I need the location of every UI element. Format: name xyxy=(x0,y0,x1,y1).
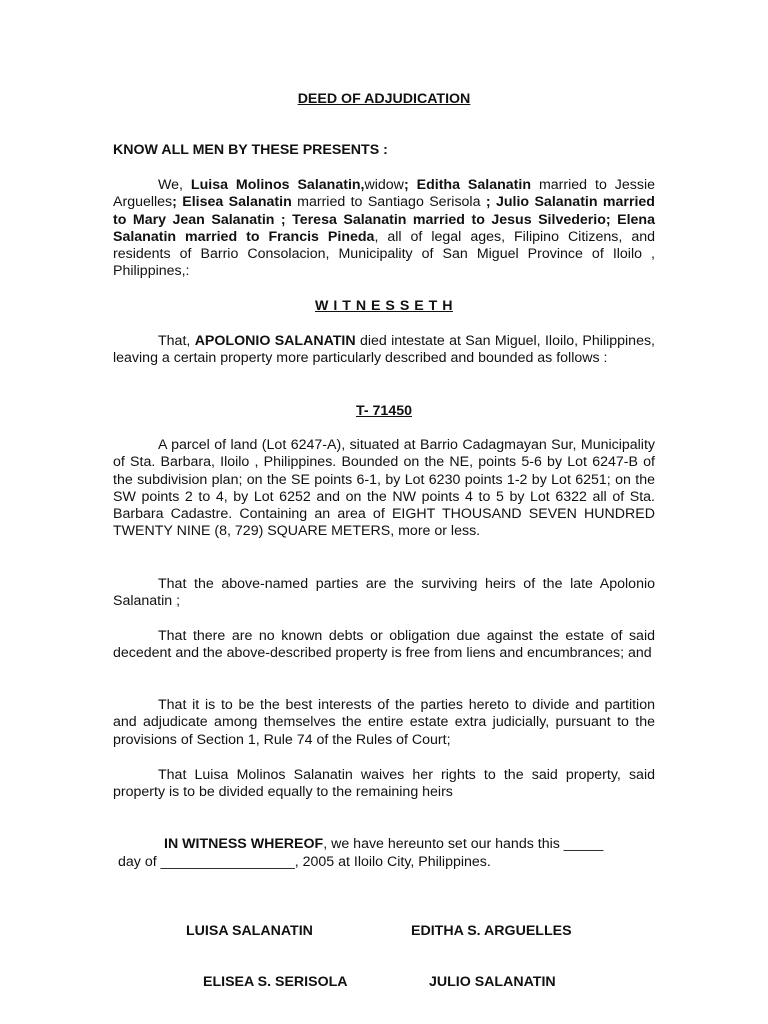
witness-whereof: IN WITNESS WHEREOF xyxy=(164,836,324,852)
party-editha: Editha Salanatin xyxy=(416,177,532,193)
parties-tail: , all of legal ages, Filipino Citizens, and residents of Barrio Consolacion, Municipality of San Miguel Province of Iloilo , Philippines,: xyxy=(113,228,655,280)
document-title: DEED OF ADJUDICATION xyxy=(297,91,471,107)
death-rest: died intestate at San Miguel, Iloilo, Philippines, leaving a certain property more particularly described and bounded as follows : xyxy=(113,333,655,367)
decedent-name: APOLONIO SALANATIN xyxy=(194,333,356,349)
parties-other: Julio Salanatin married to Mary Jean Salanatin ; Teresa Salanatin married to Jesus Silvederio; Elena Salanatin married to Francis Pineda xyxy=(113,194,655,245)
waiver-paragraph: That Luisa Molinos Salanatin waives her rights to the said property, said property is to be divided equally to the remaining heirs xyxy=(113,767,655,801)
party-elisea-status: married to Santiago Serisola xyxy=(291,194,486,211)
signatory-editha: EDITHA S. ARGUELLES xyxy=(411,923,572,939)
interests-paragraph: That it is to be the best interests of the parties hereto to divide and partition and adjudicate among themselves the entire estate extra judicially, pursuant to the provisions of Section 1, Rule 74 of the Rules of Court; xyxy=(113,697,655,748)
death-lead: That, xyxy=(158,333,195,349)
separator-1: ; xyxy=(403,177,417,193)
signatory-elisea: ELISEA S. SERISOLA xyxy=(203,974,348,990)
title-number: T- 71450 xyxy=(355,403,412,419)
party-editha-status: married to Jessie Arguelles xyxy=(113,177,656,211)
party-luisa-status: widow xyxy=(364,177,404,193)
heirs-paragraph: That the above-named parties are the surviving heirs of the late Apolonio Salanatin ; xyxy=(113,576,655,610)
party-elisea: Elisea Salanatin xyxy=(182,194,292,211)
debts-paragraph: That there are no known debts or obligation due against the estate of said decedent and the above-described property is free from liens and encumbrances; and xyxy=(113,628,655,662)
witness-line-2: day of _________________, 2005 at Iloilo City, Philippines. xyxy=(118,854,491,870)
witness-rest: , we have hereunto set our hands this _____ xyxy=(323,836,604,852)
preamble-heading: KNOW ALL MEN BY THESE PRESENTS : xyxy=(113,142,388,158)
signatory-luisa: LUISA SALANATIN xyxy=(186,923,313,939)
separator-2: ; xyxy=(172,194,183,211)
death-paragraph xyxy=(113,333,655,368)
party-luisa: Luisa Molinos Salanatin, xyxy=(190,177,365,193)
parties-paragraph xyxy=(113,177,655,281)
signatory-julio: JULIO SALANATIN xyxy=(429,974,556,990)
property-description: A parcel of land (Lot 6247-A), situated at Barrio Cadagmayan Sur, Municipality of Sta. Barbara, Iloilo , Philippines. Bounded on the NE, points 5-6 by Lot 6247-B of the subdivision plan; on the SE points 6-1, by Lot 6230 points 1-2 by Lot 6251; on the SW points 2 to 4, by Lot 6252 and on the NW points 4 to 5 by Lot 6322 all of Sta. Barbara Cadastre. Containing an area of EIGHT THOUSAND SEVEN HUNDRED TWENTY NINE (8, 729) SQUARE METERS, more or less. xyxy=(113,437,655,540)
separator-3: ; xyxy=(485,194,496,211)
witnesseth-heading: W I T N E S S E T H xyxy=(315,298,453,314)
parties-we: We, xyxy=(158,177,183,193)
witness-line-1 xyxy=(164,836,603,852)
